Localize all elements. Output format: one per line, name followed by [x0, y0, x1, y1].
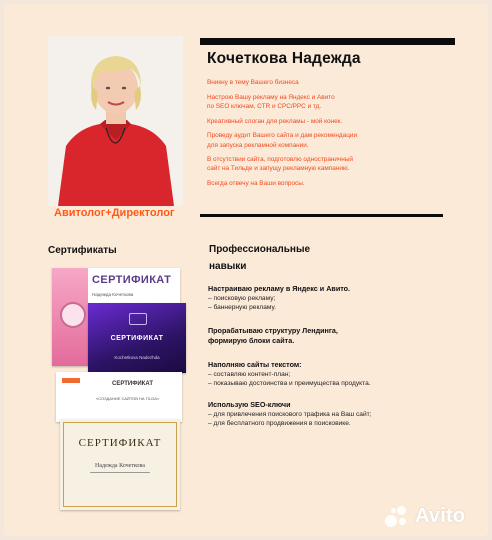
certificate-heading: СЕРТИФИКАТ	[110, 335, 164, 342]
skill-heading: Прорабатываю структуру Лендинга, формирую блоки сайта.	[208, 326, 338, 345]
logo-icon	[62, 378, 80, 383]
header-bar	[200, 38, 455, 45]
skills-title-line: Профессиональные	[209, 244, 311, 255]
certificate-person: «СОЗДАНИЕ САЙТОВ НА TILDA»	[96, 396, 160, 401]
profile-photo	[48, 36, 183, 206]
certificates-title: Сертификаты	[48, 245, 117, 256]
certificate-heading: СЕРТИФИКАТ	[78, 437, 162, 449]
certificate-person: Надежда Кочеткова	[92, 292, 134, 297]
intro-line: Настрою Вашу рекламу на Яндекс и Авито по SEO ключам, CTR и CPC/PPC и тд.	[207, 93, 335, 110]
skill-heading: Наполняю сайты текстом:	[208, 360, 302, 369]
skill-group	[208, 400, 448, 428]
skill-group	[208, 360, 448, 388]
skill-item: – для бесплатного продвижения в поисковике.	[208, 420, 351, 427]
skill-item: – баннерную рекламу.	[208, 304, 277, 311]
intro-line: В отсутствии сайта, подготовлю одностраничный сайт на Тильде и запущу рекламную кампанию.	[207, 156, 354, 173]
certificate-heading: СЕРТИФИКАТ	[92, 274, 172, 286]
intro-line: Всегда отвечу на Ваши вопросы.	[207, 180, 305, 188]
certificate-person: Надежда Кочеткова	[95, 463, 145, 469]
skill-group	[208, 284, 448, 312]
avito-logo-icon	[385, 506, 411, 528]
intro-line: Вникну в тему Вашего бизнеса	[207, 79, 299, 86]
skill-item: – показываю достоинства и преимущества продукта.	[208, 380, 371, 387]
skill-group	[208, 326, 448, 346]
certificate-heading: СЕРТИФИКАТ	[112, 381, 154, 387]
certificate-card	[60, 419, 180, 510]
logo-icon	[129, 313, 147, 325]
intro-text	[207, 78, 457, 194]
intro-line: Проведу аудит Вашего сайта и дам рекомендации для запуска рекламной компании.	[207, 132, 358, 149]
role-label: Авитолог+Директолог	[54, 207, 175, 219]
skill-item: – поисковую рекламу;	[208, 295, 276, 302]
avito-watermark	[385, 505, 465, 528]
certificate-person: Kochetkova Nadezhda	[114, 355, 160, 360]
skills-title	[209, 241, 409, 275]
skills-title-line: навыки	[209, 261, 247, 272]
watermark-text: Avito	[415, 505, 466, 527]
profile-name: Кочеткова Надежда	[207, 50, 361, 67]
skill-item: – для привлечения поискового трафика на Ваш сайт;	[208, 411, 372, 418]
signature-line	[90, 472, 150, 473]
skill-heading: Использую SEO-ключи	[208, 400, 291, 409]
divider-bar	[200, 214, 443, 217]
skill-heading: Настраиваю рекламу в Яндекс и Авито.	[208, 284, 351, 293]
certificate-card	[88, 303, 186, 373]
skill-item: – составляю контент-план;	[208, 371, 291, 378]
certificate-card	[56, 372, 182, 422]
seal-icon	[60, 302, 86, 328]
intro-line: Креативный слоган для рекламы - мой конек.	[207, 117, 343, 125]
